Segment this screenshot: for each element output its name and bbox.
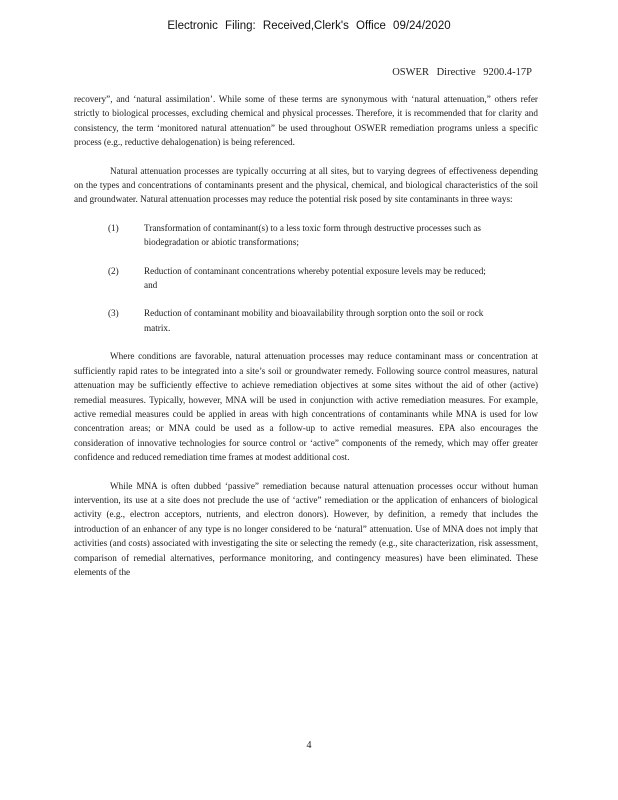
- list-text: Reduction of contaminant mobility and bioavailability through sorption onto the soil or rock matrix.: [144, 308, 484, 333]
- list-item: [108, 221, 498, 250]
- list-text: Transformation of contaminant(s) to a less toxic form through destructive processes such as biodegradation or abiotic transformations;: [144, 222, 481, 248]
- list-item: [108, 306, 498, 335]
- paragraph: Where conditions are favorable, natural attenuation processes may reduce contaminant mass or concentration at sufficiently rapid rates to be integrated into a site’s soil or groundwater remedy. Following source control measures, natural attenuation may be sufficiently effective to achieve remediation objectives at some sites without the aid of other (active) remedial measures. Typically, however, MNA will be used in conjunction with active remediation measures. For example, active remedial measures could be applied in areas with high concentrations of contaminants while MNA is used for low concentration areas; or MNA could be used as a follow-up to active remedial measures. EPA also encourages the consideration of innovative technologies for source control or ‘active” components of the remedy, which may offer greater confidence and reduced remediation time frames at modest additional cost.: [74, 351, 538, 463]
- list-text: Reduction of contaminant concentrations whereby potential exposure levels may be reduced; and: [144, 265, 486, 291]
- page-number: 4: [306, 740, 312, 751]
- directive-number: OSWER Directive 9200.4-17P: [392, 67, 532, 78]
- list-number: (3): [108, 308, 119, 319]
- paragraph-continued: recovery”, and ‘natural assimilation’. While some of these terms are synonymous with ‘natural attenuation,” others refer strictly to biological processes, excluding chemical and physical processes. Therefore, it is recommended that for clarity and consistency, the term ‘monitored natural attenuation” be used throughout OSWER remediation programs unless a specific process (e.g., reductive dehalogenation) is being referenced.: [74, 94, 538, 148]
- paragraph: While MNA is often dubbed ‘passive” remediation because natural attenuation processes occur without human intervention, its use at a site does not preclude the use of ‘active” remediation or the application of enhancers of biological activity (e.g., electron acceptors, nutrients, and electron donors). However, by definition, a remedy that includes the introduction of an enhancer of any type is no longer considered to be ‘natural” attenuation. Use of MNA does not imply that activities (and costs) associated with investigating the site or selecting the remedy (e.g., site characterization, risk assessment, comparison of remedial alternatives, performance monitoring, and contingency measures) have been eliminated. These elements of the: [74, 480, 538, 577]
- body-text: [74, 92, 538, 593]
- list-item: [108, 264, 498, 293]
- filing-stamp: Electronic Filing: Received,Clerk's Office 09/24/2020: [167, 20, 451, 32]
- list-number: (2): [108, 265, 119, 276]
- paragraph: Natural attenuation processes are typically occurring at all sites, but to varying degrees of effectiveness depending on the types and concentrations of contaminants present and the physical, chemical, and biological characteristics of the soil and groundwater. Natural attenuation processes may reduce the potential risk posed by site contaminants in three ways:: [74, 165, 538, 205]
- list-number: (1): [108, 222, 119, 233]
